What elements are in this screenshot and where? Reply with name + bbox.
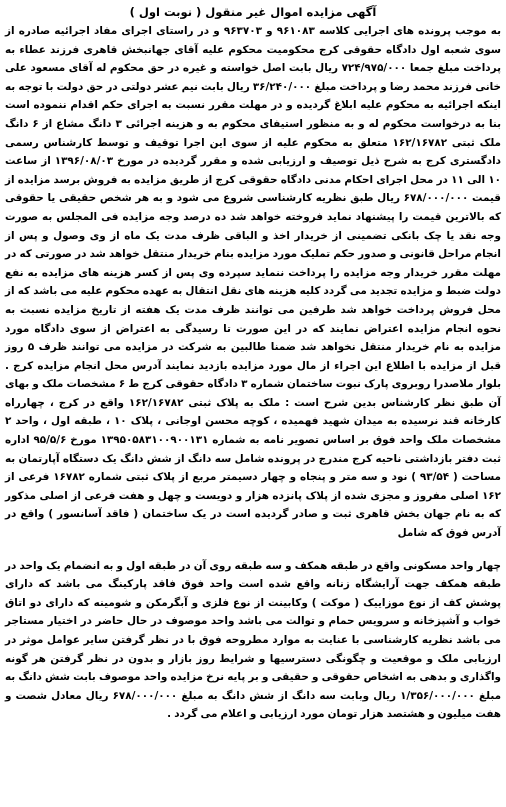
notice-paragraph: به موجب پرونده های اجرایی کلاسه ۹۶۱۰۸۳ و ۹۶۳۷۰۳ و در راستای اجرای مفاد اجرائیه صادره از سوی شعبه اول دادگاه حقوقی کرج محکومیت محکوم علیه آقای جهانبخش قاهری فرزند عطاء به پرداخت مبلغ جمعا ۷۲۴/۹۷۵/۰۰۰ ریال بابت اصل خواسته و غیره در حق محکوم له آقای مسعود علی خانی فرزند محمد رضا و پرداخت مبلغ ۳۶/۲۴۰/۰۰۰ ریال بابت نیم عشر دولتی در حق دولت با توجه به اینکه اجرائیه به محکوم علیه ابلاغ گردیده و در مهلت مقرر نسبت به اجرای حکم اقدام ننموده است بنا به درخواست محکوم له و به منظور استیفای محکوم به و هزینه اجرائی ۳ دانگ مشاع از ۶ دانگ ملک ثبتی ۱۶۲/۱۶۷۸۲ متعلق به محکوم علیه از سوی این اجرا توقیف و توسط کارشناس رسمی دادگستری کرج به شرح ذیل توصیف و ارزیابی شده و مقرر گردیده در مورخ ۱۳۹۶/۰۸/۰۳ از ساعت ۱۰ الی ۱۱ در محل اجرای احکام مدنی دادگاه حقوقی کرج از طریق مزایده به فروش برسد مزایده از قیمت ۶۷۸/۰۰۰/۰۰۰ ریال طبق نظریه کارشناسی شروع می شود و به هر شخص حقیقی یا حقوقی که بالاترین قیمت را پیشنهاد نماید فروخته خواهد شد ده درصد وجه مزایده فی المجلس به صورت وجه نقد یا چک بانکی تضمینی از خریدار اخذ و الباقی ظرف مدت یک ماه از وی وصول و پس از انجام مراحل قانونی و صدور حکم تملیک مورد مزایده بنام خریدار منتقل خواهد شد در صورتی که در مهلت مقرر خریدار وجه مزایده را پرداخت ننماید سپرده وی پس از کسر هزینه های مزایده به نفع دولت ضبط و مزایده تجدید می گردد کلیه هزینه های نقل انتقال به عهده محکوم علیه می باشد که از محل فروش پرداخت خواهد شد طرفین می توانند ظرف مدت یک هفته از تاریخ مزایده نسبت به نحوه انجام مزایده اعتراض نمایند که در این صورت تا رسیدگی به اعتراض از سوی دادگاه مورد مزایده به نام خریدار منتقل نخواهد شد ضمنا طالبین به شرکت در مزایده می توانند ظرف ۵ روز قبل از مزایده با اطلاع این اجراء از مال مورد مزایده بازدید نمایند آدرس محل انجام مزایده کرج . بلوار ملاصدرا روبروی پارک نبوت ساختمان شماره ۳ دادگاه حقوقی کرج ط ۶ مشخصات ملک و بهای آن طبق نظر کارشناس بدین شرح است : ملک به پلاک ثبتی ۱۶۲/۱۶۷۸۲ واقع در کرج ، چهارراه کارخانه قند نرسیده به میدان شهید فهمیده ، کوچه محسن اوجانی ، پلاک ۱۰ ، طبقه اول ، واحد ۲ مشخصات ملک واحد فوق بر اساس تصویر نامه به شماره ۱۳۹۵۰۵۸۳۱۰۰۹۰۰۱۳۱ مورخ ۹۵/۵/۶ اداره ثبت دفتر بازداشتی ناحیه کرج مندرج در پرونده شامل سه دانگ از شش دانگ یک دستگاه آپارتمان به مساحت ( ۹۳/۵۴ ) نود و سه متر و پنجاه و چهار دسیمتر مربع از پلاک ثبتی شماره ۱۶۷۸۲ فرعی از ۱۶۲ اصلی مفروز و مجزی شده از پلاک پانزده هزار و دویست و چهل و هفت فرعی از اصلی مذکور که به نام جهان بخش قاهری ثبت و صادر گردیده است در یک ساختمان ( فاقد آسانسور ) واقع در آدرس فوق که شامل [5, 25, 501, 540]
notice-title: آگهی مزایده اموال غیر منقول ( نوبت اول ) [129, 5, 377, 19]
notice-paragraph: چهار واحد مسکونی واقع در طبقه همکف و سه طبقه روی آن در طبقه اول و به انضمام یک واحد در طبقه همکف جهت آرایشگاه زنانه واقع شده است واحد فوق فاقد پارکینگ می باشد که دارای پوشش کف از نوع موزاییک ( موکت ) وکابینت از نوع فلزی و آبگرمکن و شومینه که دارای دو اتاق خواب و آشپزخانه و سرویس حمام و توالت می باشد واحد موصوف در حال حاضر در اختیار مستاجر می باشد نظریه کارشناسی با عنایت به موارد مطروحه فوق با در نظر گرفتن سایر عوامل موثر در ارزیابی ملک و موقعیت و چگونگی دسترسیها و شرایط روز بازار و بدون در نظر گرفتن هر گونه واگذاری و بدهی به اشخاص حقوقی و حقیقی و بر پایه نرخ مزایده واحد موصوف بابت شش دانگ به مبلغ ۱/۳۵۶/۰۰۰/۰۰۰ ریال وبابت سه دانگ از شش دانگ به مبلغ ۶۷۸/۰۰۰/۰۰۰ ریال معادل شصت و هفت میلیون و هشتصد هزار تومان مورد ارزیابی و اعلام می گردد . [5, 559, 502, 721]
